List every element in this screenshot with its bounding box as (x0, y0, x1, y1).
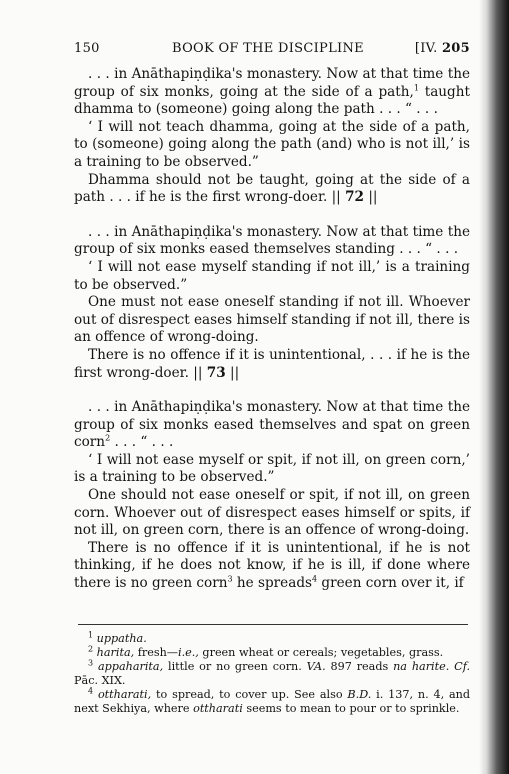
paragraph: There is no offence if it is unintentional, if he is not thinking, if he does not know, if he is ill, if done where there is no green corn$^3$ he spreads$^4$ green corn over it, if (74, 539, 470, 592)
page-number: 150 (74, 41, 100, 56)
section-ref-prefix: [IV. (414, 41, 438, 56)
footnote: $^3$ appaharita, little or no green corn. VA. 897 reads na harite. Cf. Pāc. XIX. (74, 658, 471, 687)
paragraph: ‘ I will not ease myself standing if not ill,’ is a training to be observed.” (74, 258, 470, 293)
main-text (74, 66, 470, 593)
footnote-ref: 4 (312, 574, 318, 584)
running-title: BOOK OF THE DISCIPLINE (172, 41, 364, 56)
paragraph: . . . in Anāthapiṇḍika's monastery. Now at that time the group of six monks, going at the side of a path,$^1$ taught dhamma to (someone) going along the path . . . “ . . . (74, 66, 470, 118)
paragraph: ‘ I will not ease myself or spit, if not ill, on green corn,’ is a training to be observed.” (74, 451, 470, 486)
section-gap (74, 382, 470, 399)
paragraph: Dhamma should not be taught, going at the side of a path . . . if he is the first wrong-doer. || 72 || (74, 171, 470, 206)
paragraph: . . . in Anāthapiṇḍika's monastery. Now at that time the group of six monks eased themselves standing . . . “ . . . (74, 223, 470, 258)
footnote-ref: 3 (227, 574, 233, 584)
paragraph: One should not ease oneself or spit, if not ill, on green corn. Whoever out of disrespect eases himself or spits, if not ill, on green corn, there is an offence of wrong-doing. (74, 487, 470, 539)
rule-number: 72 (345, 189, 365, 206)
footnote: $^1$ uppatha. (88, 630, 147, 645)
section-gap (74, 207, 470, 224)
footnotes (74, 632, 470, 716)
paragraph: . . . in Anāthapiṇḍika's monastery. Now at that time the group of six monks eased themselves and spat on green corn$^2$ . . . “ . . . (74, 399, 470, 451)
footnote: $^4$ ottharati, to spread, to cover up. See also B.D. i. 137, n. 4, and next Sekhiya, where ottharati seems to mean to pour or to sprinkle. (74, 686, 471, 715)
footnote-ref: 2 (105, 433, 111, 443)
rule-number: 73 (206, 364, 226, 381)
paragraph: There is no offence if it is unintentional, . . . if he is the first wrong-doer. || 73 || (74, 346, 470, 381)
footnote: $^2$ harita, fresh—i.e., green wheat or cereals; vegetables, grass. (88, 644, 444, 659)
section-reference (415, 41, 470, 56)
section-ref-number: 205 (441, 41, 470, 56)
footnote-ref: 1 (413, 83, 419, 93)
paragraph: ‘ I will not teach dhamma, going at the side of a path, to (someone) going along the path (and) who is not ill,’ is a training to be observed.” (74, 118, 470, 170)
page-edge-shadow (479, 0, 509, 774)
footnote-divider (78, 624, 468, 625)
paragraph: One must not ease oneself standing if not ill. Whoever out of disrespect eases himself standing if not ill, there is an offence of wrong-doing. (74, 294, 470, 346)
running-header (74, 41, 470, 61)
